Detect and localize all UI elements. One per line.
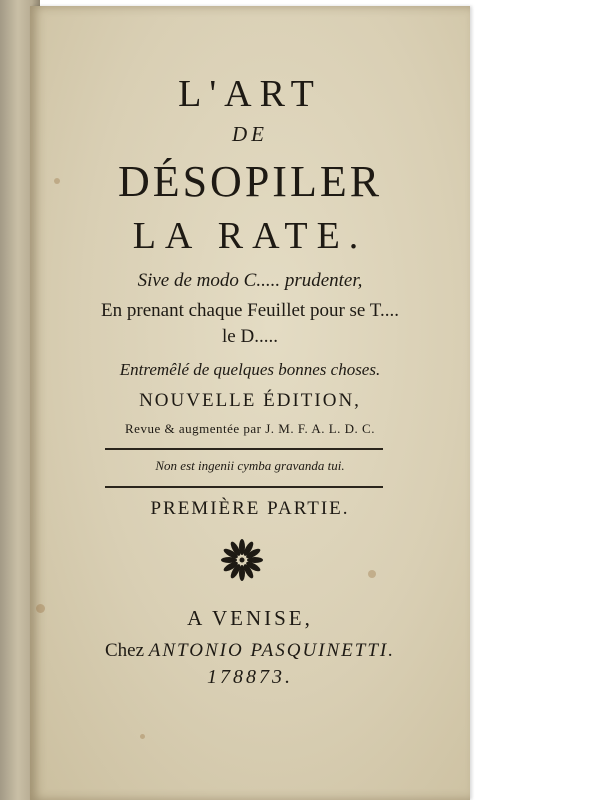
imprint-year: 178873. <box>207 666 293 688</box>
divider-rule-top <box>105 448 383 450</box>
floral-ornament-icon <box>220 538 264 582</box>
title-line-la-rate: LA RATE. <box>132 215 368 257</box>
publisher-prefix: Chez <box>104 640 145 661</box>
part-heading: PREMIÈRE PARTIE. <box>150 498 350 519</box>
imprint-publisher <box>30 640 470 662</box>
title-page <box>30 6 470 800</box>
subtitle-french-1: En prenant chaque Feuillet pour se T.... <box>101 300 399 321</box>
imprint-place: A VENISE, <box>187 606 313 630</box>
epigraph-motto: Non est ingenii cymba gravanda tui. <box>155 458 345 473</box>
subtitle-entremele: Entremêlé de quelques bonnes choses. <box>119 360 381 379</box>
edition-statement: NOUVELLE ÉDITION, <box>139 390 361 411</box>
title-line-art: L'ART <box>178 73 322 115</box>
publisher-name: ANTONIO PASQUINETTI. <box>148 640 395 661</box>
title-line-desopiler: DÉSOPILER <box>117 157 383 206</box>
foxing-spot <box>140 734 145 739</box>
subtitle-latin: Sive de modo C..... prudenter, <box>137 270 363 291</box>
divider-rule-bottom <box>105 486 383 488</box>
title-line-de: DE <box>232 122 268 146</box>
revision-statement: Revue & augmentée par J. M. F. A. L. D. C. <box>125 421 375 436</box>
subtitle-french-2: le D..... <box>222 326 278 347</box>
foxing-spot <box>368 570 376 578</box>
